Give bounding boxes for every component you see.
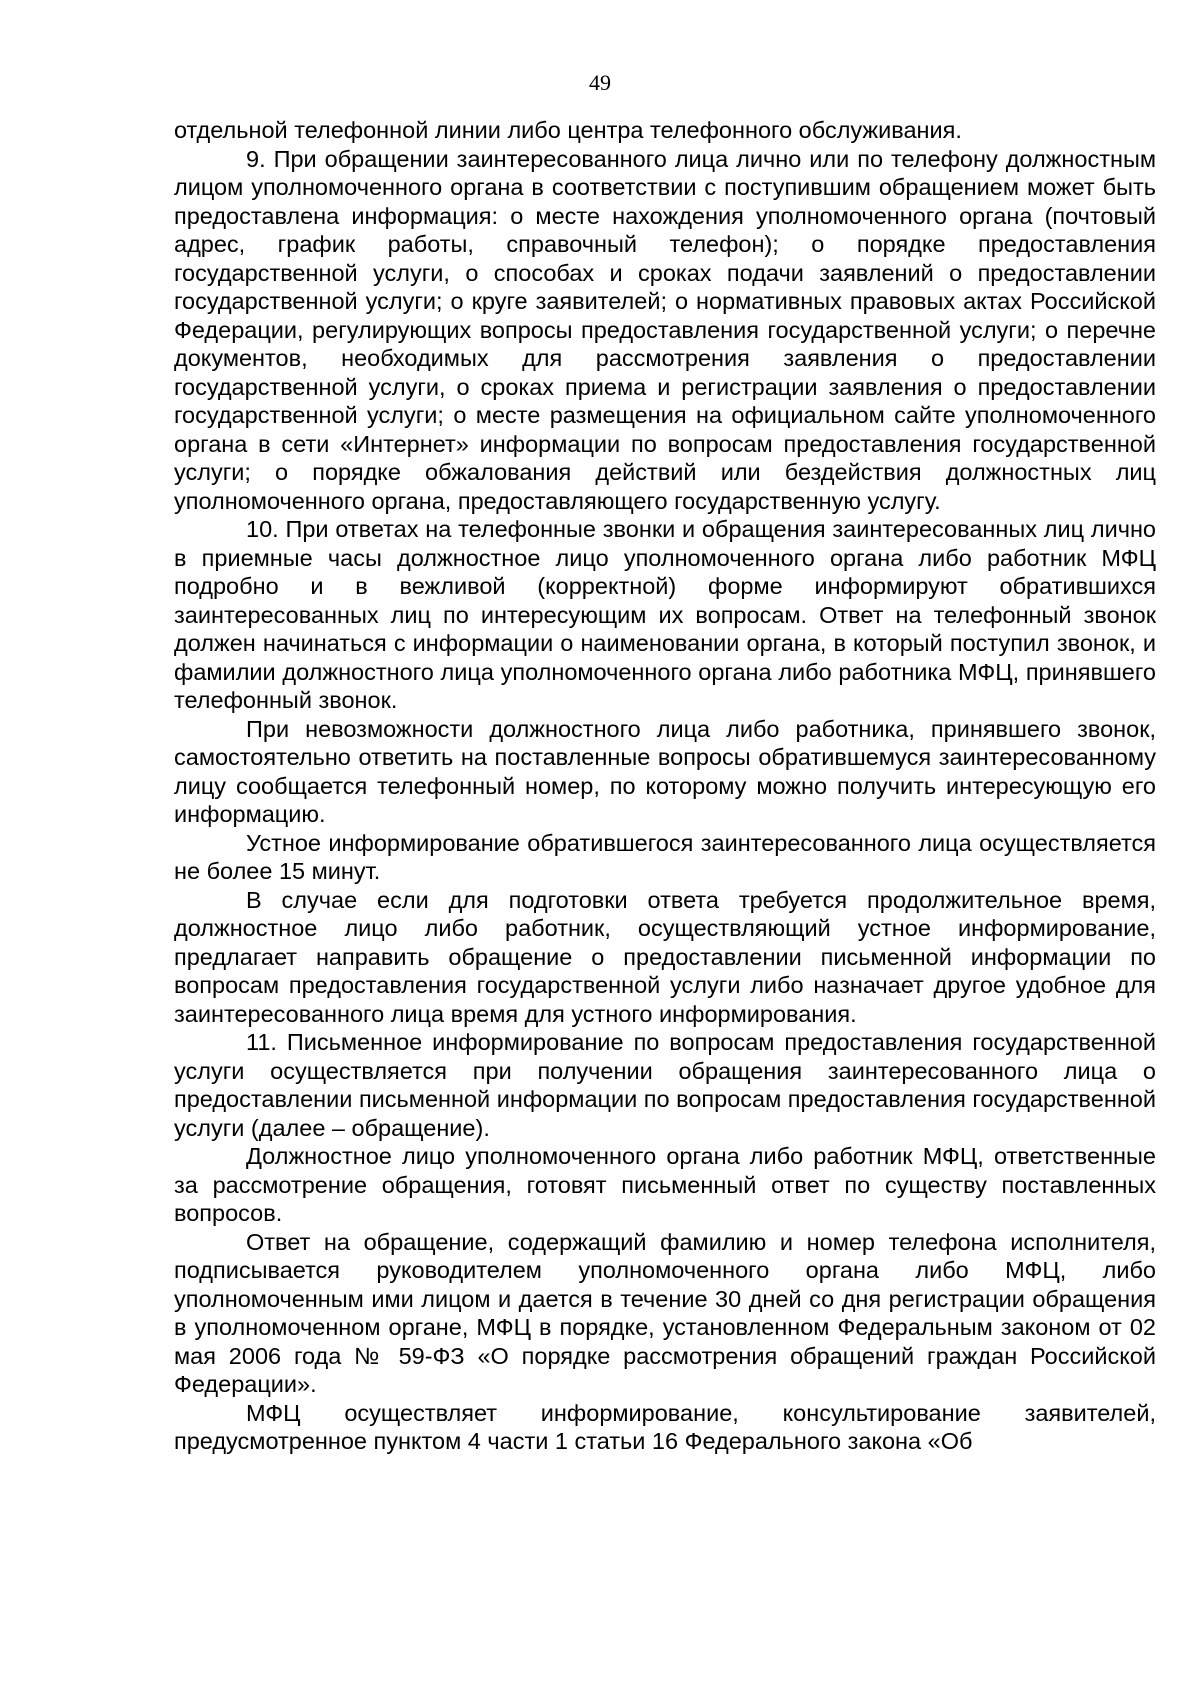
document-body	[174, 116, 1156, 1456]
page-number: 49	[589, 70, 611, 95]
paragraph-callback-number: При невозможности должностного лица либо работника, принявшего звонок, самостоятельно ответить на поставленные вопросы обратившемуся заинтересованному лицу сообщается телефонный номер, по которому можно получить интересующую его информацию.	[174, 715, 1156, 827]
paragraph-oral-duration: Устное информирование обратившегося заинтересованного лица осуществляется не более 15 минут.	[174, 829, 1156, 884]
paragraph-item-10: 10. При ответах на телефонные звонки и обращения заинтересованных лиц лично в приемные часы должностное лицо уполномоченного органа либо работник МФЦ подробно и в вежливой (корректной) форме информируют обратившихся заинтересованных лиц по интересующим их вопросам. Ответ на телефонный звонок должен начинаться с информации о наименовании органа, в который поступил звонок, и фамилии должностного лица уполномоченного органа либо работника МФЦ, принявшего телефонный звонок.	[174, 516, 1156, 713]
paragraph-written-answer: Должностное лицо уполномоченного органа либо работник МФЦ, ответственные за рассмотрение обращения, готовят письменный ответ по существу поставленных вопросов.	[174, 1143, 1156, 1226]
paragraph-answer-signing: Ответ на обращение, содержащий фамилию и номер телефона исполнителя, подписывается руководителем уполномоченного органа либо МФЦ, либо уполномоченным ими лицом и дается в течение 30 дней со дня регистрации обращения в уполномоченном органе, МФЦ в порядке, установленном Федеральным законом от 02 мая 2006 года № 59-ФЗ «О порядке рассмотрения обращений граждан Российской Федерации».	[174, 1228, 1156, 1397]
paragraph-item-11: 11. Письменное информирование по вопросам предоставления государственной услуги осуществляется при получении обращения заинтересованного лица о предоставлении письменной информации по вопросам предоставления государственной услуги (далее – обращение).	[174, 1029, 1156, 1141]
paragraph-item-9: 9. При обращении заинтересованного лица лично или по телефону должностным лицом уполномоченного органа в соответствии с поступившим обращением может быть предоставлена информация: о месте нахождения уполномоченного органа (почтовый адрес, график работы, справочный телефон); о порядке предоставления государственной услуги, о способах и сроках подачи заявлений о предоставлении государственной услуги; о круге заявителей; о нормативных правовых актах Российской Федерации, регулирующих вопросы предоставления государственной услуги; о перечне документов, необходимых для рассмотрения заявления о предоставлении государственной услуги, о сроках приема и регистрации заявления о предоставлении государственной услуги; о месте размещения на официальном сайте уполномоченного органа в сети «Интернет» информации по вопросам предоставления государственной услуги; о порядке обжалования действий или бездействия должностных лиц уполномоченного органа, предоставляющего государственную услугу.	[174, 145, 1156, 514]
paragraph-continuation: отдельной телефонной линии либо центра телефонного обслуживания.	[174, 117, 962, 143]
paragraph-mfc-info: МФЦ осуществляет информирование, консультирование заявителей, предусмотренное пунктом 4 части 1 статьи 16 Федерального закона «Об	[174, 1399, 1156, 1454]
paragraph-extended-time: В случае если для подготовки ответа требуется продолжительное время, должностное лицо либо работник, осуществляющий устное информирование, предлагает направить обращение о предоставлении письменной информации по вопросам предоставления государственной услуги либо назначает другое удобное для заинтересованного лица время для устного информирования.	[174, 886, 1156, 1027]
